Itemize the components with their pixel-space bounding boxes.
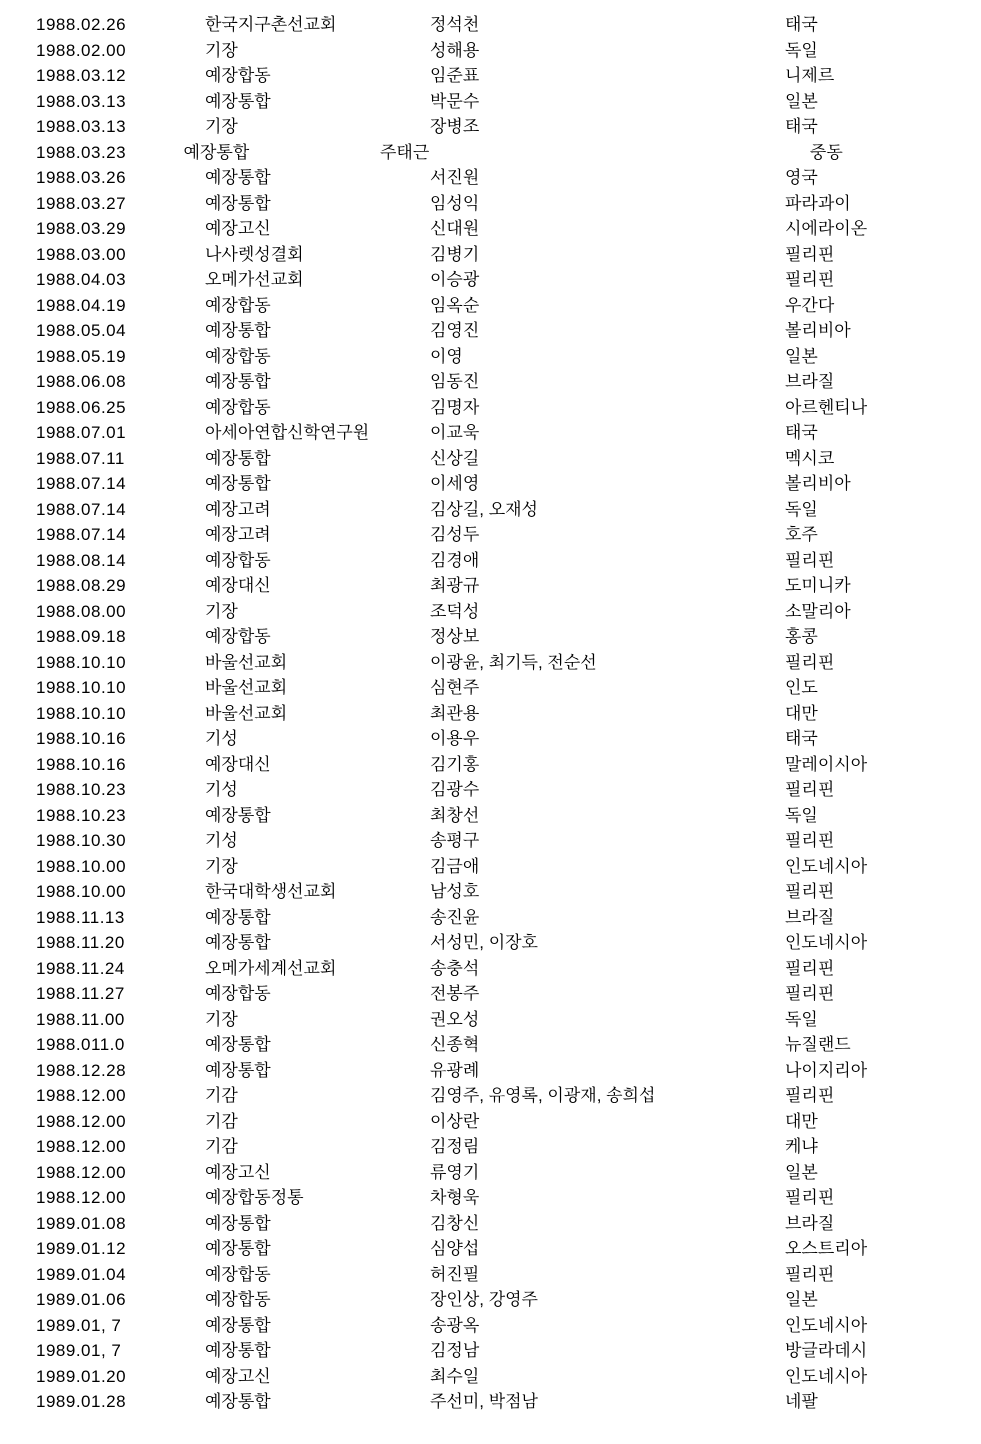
table-row (0, 624, 981, 650)
row-country: 일본 (785, 91, 818, 111)
row-country: 인도네시아 (785, 1366, 868, 1386)
table-row (0, 1364, 981, 1390)
row-organization: 예장통합 (183, 142, 250, 162)
row-date: 1988.07.01 (36, 423, 127, 442)
table-row (0, 854, 981, 880)
row-country: 홍콩 (785, 627, 818, 646)
row-country: 인도네시아 (785, 856, 868, 876)
table-row (0, 369, 981, 395)
row-missionary-names: 김금애 (430, 856, 480, 876)
row-missionary-names: 김창신 (430, 1213, 480, 1233)
row-date: 1988.12.00 (36, 1111, 127, 1131)
row-organization: 기장 (205, 40, 238, 60)
table-row (0, 675, 981, 701)
row-organization: 예장합동 (205, 66, 271, 85)
table-row (0, 497, 981, 523)
row-missionary-names: 성해용 (430, 40, 480, 60)
table-row (0, 114, 981, 140)
row-country: 호주 (785, 525, 818, 544)
row-missionary-names: 임옥순 (430, 295, 480, 315)
row-organization: 예장합동 (205, 627, 271, 646)
row-date: 1988.12.00 (36, 1137, 127, 1156)
table-row (0, 1338, 981, 1364)
table-row (0, 216, 981, 242)
row-organization: 한국대학생선교회 (205, 882, 337, 901)
row-date: 1988.10.10 (36, 652, 127, 672)
row-date: 1988.06.25 (36, 397, 127, 417)
row-missionary-names: 김정림 (430, 1137, 480, 1156)
row-date: 1989.01.08 (36, 1213, 127, 1233)
row-country: 아르헨티나 (785, 397, 868, 417)
row-organization: 예장통합 (205, 321, 271, 340)
table-row (0, 63, 981, 89)
row-date: 1988.03.23 (36, 142, 127, 162)
row-country: 필리핀 (785, 244, 835, 264)
row-missionary-names: 최창선 (430, 805, 480, 825)
row-date: 1988.07.14 (36, 474, 127, 493)
row-missionary-names: 남성호 (430, 882, 480, 901)
row-missionary-names: 김기홍 (430, 754, 480, 774)
row-organization: 한국지구촌선교회 (205, 15, 337, 34)
row-date: 1988.10.23 (36, 805, 127, 825)
row-missionary-names: 이교욱 (430, 423, 480, 442)
row-country: 필리핀 (785, 958, 835, 978)
row-country: 브라질 (785, 372, 835, 391)
row-organization: 아세아연합신학연구원 (205, 423, 370, 442)
row-date: 1988.03.26 (36, 168, 127, 187)
row-country: 필리핀 (785, 550, 835, 570)
table-row (0, 1262, 981, 1288)
table-row (0, 522, 981, 548)
row-country: 필리핀 (785, 780, 835, 799)
table-row (0, 191, 981, 217)
row-country: 태국 (785, 729, 818, 748)
table-row (0, 956, 981, 982)
row-organization: 바울선교회 (205, 678, 288, 697)
row-organization: 기감 (205, 1111, 238, 1131)
row-organization: 예장통합 (205, 91, 271, 111)
table-row (0, 1032, 981, 1058)
row-organization: 예장고신 (205, 1162, 271, 1182)
row-missionary-names: 송광옥 (430, 1315, 480, 1335)
table-row (0, 1313, 981, 1339)
row-missionary-names: 임동진 (430, 372, 480, 391)
row-country: 필리핀 (785, 831, 835, 850)
table-row (0, 548, 981, 574)
row-missionary-names: 주태근 (379, 142, 430, 162)
row-date: 1988.10.00 (36, 882, 127, 901)
table-row (0, 293, 981, 319)
row-country: 브라질 (785, 907, 835, 927)
row-missionary-names: 김성두 (430, 525, 480, 544)
row-date: 1988.10.10 (36, 703, 127, 723)
table-row (0, 828, 981, 854)
row-missionary-names: 이용우 (430, 729, 480, 748)
row-date: 1988.07.11 (36, 448, 125, 468)
row-date: 1988.09.18 (36, 627, 127, 646)
row-country: 소말리아 (785, 601, 851, 621)
table-row (0, 344, 981, 370)
row-missionary-names: 정상보 (430, 627, 480, 646)
row-country: 일본 (785, 1290, 818, 1309)
table-row (0, 1007, 981, 1033)
row-country: 파라과이 (785, 193, 851, 213)
row-date: 1988.10.10 (36, 678, 127, 697)
row-missionary-names: 송진윤 (430, 907, 480, 927)
table-row (0, 1185, 981, 1211)
row-organization: 기성 (205, 780, 238, 799)
table-row (0, 1134, 981, 1160)
row-organization: 예장통합 (205, 1392, 271, 1411)
row-missionary-names: 류영기 (430, 1162, 480, 1182)
row-country: 시에라이온 (785, 219, 868, 238)
table-row (0, 879, 981, 905)
row-organization: 기장 (205, 856, 238, 876)
row-organization: 예장대신 (205, 754, 271, 774)
row-date: 1989.01.28 (36, 1392, 127, 1411)
row-date: 1988.03.12 (36, 66, 127, 85)
row-country: 필리핀 (785, 270, 835, 289)
row-date: 1988.07.14 (36, 499, 127, 519)
row-missionary-names: 김영주, 유영록, 이광재, 송희섭 (430, 1086, 656, 1105)
row-date: 1988.04.19 (36, 295, 127, 315)
row-missionary-names: 박문수 (430, 91, 480, 111)
table-row (0, 650, 981, 676)
table-row (0, 803, 981, 829)
table-row (0, 905, 981, 931)
row-organization: 기장 (205, 117, 238, 136)
row-missionary-names: 김광수 (430, 780, 480, 799)
row-organization: 예장합동 (205, 346, 271, 366)
row-date: 1989.01.04 (36, 1264, 127, 1284)
row-country: 독일 (785, 499, 818, 519)
table-row (0, 599, 981, 625)
row-organization: 예장합동 (205, 984, 271, 1003)
row-organization: 예장통합 (205, 1315, 271, 1335)
row-missionary-names: 서진원 (430, 168, 480, 187)
row-organization: 예장합동 (205, 550, 271, 570)
table-row (0, 1160, 981, 1186)
row-missionary-names: 이광윤, 최기득, 전순선 (430, 652, 597, 672)
row-missionary-names: 심양섭 (430, 1239, 480, 1258)
row-missionary-names: 전봉주 (430, 984, 480, 1003)
table-row (0, 752, 981, 778)
row-organization: 예장통합 (205, 168, 271, 187)
row-country: 필리핀 (785, 984, 835, 1003)
row-country: 일본 (785, 346, 818, 366)
row-organization: 바울선교회 (205, 652, 288, 672)
row-country: 일본 (785, 1162, 818, 1182)
row-country: 네팔 (785, 1392, 818, 1411)
row-country: 인도 (785, 678, 818, 697)
row-organization: 예장합동 (205, 397, 271, 417)
row-date: 1988.10.00 (36, 856, 127, 876)
table-row (0, 12, 981, 38)
table-row (0, 446, 981, 472)
row-date: 1988.11.13 (36, 907, 125, 927)
row-missionary-names: 신대원 (430, 219, 480, 238)
row-missionary-names: 유광례 (430, 1060, 480, 1080)
row-organization: 오메가세계선교회 (205, 958, 337, 978)
row-missionary-names: 이승광 (430, 270, 480, 289)
table-row (0, 1058, 981, 1084)
row-organization: 바울선교회 (205, 703, 288, 723)
row-missionary-names: 최관용 (430, 703, 480, 723)
row-date: 1988.03.29 (36, 219, 127, 238)
row-missionary-names: 김영진 (430, 321, 480, 340)
row-date: 1989.01, 7 (36, 1341, 122, 1360)
row-organization: 기감 (205, 1086, 238, 1105)
row-date: 1988.08.29 (36, 576, 127, 595)
row-organization: 예장통합 (205, 1035, 271, 1054)
row-date: 1988.02.00 (36, 40, 127, 60)
table-row (0, 395, 981, 421)
row-country: 독일 (785, 805, 818, 825)
row-missionary-names: 이세영 (430, 474, 480, 493)
row-country: 태국 (785, 15, 818, 34)
table-row (0, 1083, 981, 1109)
row-date: 1989.01.06 (36, 1290, 127, 1309)
row-country: 독일 (785, 1009, 818, 1029)
table-row (0, 242, 981, 268)
row-date: 1988.05.04 (36, 321, 127, 340)
row-date: 1988.12.00 (36, 1188, 127, 1207)
row-organization: 예장통합 (205, 474, 271, 493)
row-organization: 오메가선교회 (205, 270, 304, 289)
row-country: 영국 (785, 168, 818, 187)
row-date: 1988.02.26 (36, 15, 127, 34)
row-organization: 예장통합 (205, 907, 271, 927)
row-country: 인도네시아 (785, 1315, 868, 1335)
row-country: 방글라데시 (785, 1341, 868, 1360)
row-missionary-names: 김병기 (430, 244, 480, 264)
row-country: 브라질 (785, 1213, 835, 1233)
table-row (0, 165, 981, 191)
table-row (0, 1109, 981, 1135)
row-date: 1988.10.30 (36, 831, 127, 850)
row-missionary-names: 최수일 (430, 1366, 480, 1386)
row-organization: 기감 (205, 1137, 238, 1156)
row-country: 말레이시아 (785, 754, 868, 774)
row-country: 우간다 (785, 295, 835, 315)
table-row (0, 318, 981, 344)
row-missionary-names: 임성익 (430, 193, 480, 213)
row-date: 1988.04.03 (36, 270, 127, 289)
row-country: 인도네시아 (785, 933, 868, 952)
row-date: 1988.06.08 (36, 372, 127, 391)
row-organization: 예장고신 (205, 1366, 271, 1386)
row-date: 1988.011.0 (36, 1035, 125, 1054)
row-missionary-names: 차형욱 (430, 1188, 480, 1207)
row-date: 1988.12.00 (36, 1162, 127, 1182)
row-date: 1989.01.20 (36, 1366, 127, 1386)
row-missionary-names: 김정남 (430, 1341, 480, 1360)
row-missionary-names: 허진필 (430, 1264, 480, 1284)
row-missionary-names: 송충석 (430, 958, 480, 978)
row-country: 오스트리아 (785, 1239, 868, 1258)
row-missionary-names: 신상길 (430, 448, 480, 468)
row-country: 니제르 (785, 66, 835, 85)
row-missionary-names: 이영 (430, 346, 463, 366)
table-row (0, 777, 981, 803)
row-country: 도미니카 (785, 576, 851, 595)
table-row (0, 140, 981, 166)
row-country: 대만 (785, 703, 818, 723)
row-date: 1989.01.12 (36, 1239, 127, 1258)
row-organization: 예장고신 (205, 219, 271, 238)
row-organization: 예장통합 (205, 1060, 271, 1080)
row-organization: 예장통합 (205, 193, 271, 213)
row-date: 1988.11.00 (36, 1009, 125, 1029)
row-organization: 예장합동 (205, 295, 271, 315)
row-date: 1988.11.24 (36, 958, 125, 978)
row-country: 태국 (785, 423, 818, 442)
row-date: 1988.10.16 (36, 754, 127, 774)
row-country: 나이지리아 (785, 1060, 868, 1080)
row-date: 1989.01, 7 (36, 1315, 122, 1335)
row-missionary-names: 최광규 (430, 576, 480, 595)
row-date: 1988.11.20 (36, 933, 125, 952)
row-missionary-names: 조덕성 (430, 601, 480, 621)
row-organization: 예장합동 (205, 1290, 271, 1309)
row-missionary-names: 권오성 (430, 1009, 480, 1029)
row-missionary-names: 신종혁 (430, 1035, 480, 1054)
row-organization: 예장통합 (205, 805, 271, 825)
row-country: 필리핀 (785, 652, 835, 672)
row-date: 1988.11.27 (36, 984, 125, 1003)
row-missionary-names: 김경애 (430, 550, 480, 570)
row-date: 1988.12.00 (36, 1086, 127, 1105)
row-organization: 예장고려 (205, 499, 271, 519)
table-row (0, 1287, 981, 1313)
row-organization: 예장합동 (205, 1264, 271, 1284)
row-date: 1988.07.14 (36, 525, 127, 544)
row-organization: 나사렛성결회 (205, 244, 304, 264)
row-organization: 예장고려 (205, 525, 271, 544)
row-missionary-names: 김명자 (430, 397, 480, 417)
table-row (0, 573, 981, 599)
row-country: 중동 (809, 142, 843, 162)
table-row (0, 38, 981, 64)
row-country: 태국 (785, 117, 818, 136)
row-country: 필리핀 (785, 1264, 835, 1284)
row-missionary-names: 심현주 (430, 678, 480, 697)
row-date: 1988.10.23 (36, 780, 127, 799)
row-organization: 기성 (205, 831, 238, 850)
row-organization: 예장통합 (205, 933, 271, 952)
row-missionary-names: 송평구 (430, 831, 480, 850)
row-missionary-names: 서성민, 이장호 (430, 933, 538, 952)
row-missionary-names: 주선미, 박점남 (430, 1392, 538, 1411)
row-organization: 예장통합 (205, 448, 271, 468)
row-date: 1988.08.00 (36, 601, 127, 621)
row-missionary-names: 이상란 (430, 1111, 480, 1131)
row-organization: 기장 (205, 601, 238, 621)
table-row (0, 89, 981, 115)
row-date: 1988.03.00 (36, 244, 127, 264)
table-row (0, 701, 981, 727)
row-missionary-names: 장병조 (430, 117, 480, 136)
row-missionary-names: 김상길, 오재성 (430, 499, 538, 519)
row-organization: 예장합동정통 (205, 1188, 304, 1207)
row-country: 대만 (785, 1111, 818, 1131)
row-organization: 기성 (205, 729, 238, 748)
row-organization: 예장통합 (205, 372, 271, 391)
row-date: 1988.03.13 (36, 117, 127, 136)
row-date: 1988.03.13 (36, 91, 127, 111)
table-row (0, 471, 981, 497)
table-row (0, 726, 981, 752)
row-organization: 예장대신 (205, 576, 271, 595)
table-row (0, 981, 981, 1007)
row-country: 뉴질랜드 (785, 1035, 851, 1054)
row-date: 1988.08.14 (36, 550, 127, 570)
row-organization: 예장통합 (205, 1213, 271, 1233)
row-organization: 예장통합 (205, 1341, 271, 1360)
row-country: 필리핀 (785, 1086, 835, 1105)
row-country: 필리핀 (785, 1188, 835, 1207)
row-country: 볼리비아 (785, 474, 851, 493)
row-country: 멕시코 (785, 448, 835, 468)
row-organization: 기장 (205, 1009, 238, 1029)
table-row (0, 420, 981, 446)
table-row (0, 1211, 981, 1237)
table-row (0, 1236, 981, 1262)
row-date: 1988.03.27 (36, 193, 127, 213)
row-organization: 예장통합 (205, 1239, 271, 1258)
table-row (0, 267, 981, 293)
row-missionary-names: 장인상, 강영주 (430, 1290, 538, 1309)
row-country: 필리핀 (785, 882, 835, 901)
table-row (0, 1389, 981, 1415)
row-country: 케냐 (785, 1137, 818, 1156)
row-missionary-names: 정석천 (430, 15, 480, 34)
row-date: 1988.12.28 (36, 1060, 127, 1080)
table-row (0, 930, 981, 956)
row-missionary-names: 임준표 (430, 66, 480, 85)
row-date: 1988.10.16 (36, 729, 127, 748)
row-country: 독일 (785, 40, 818, 60)
row-date: 1988.05.19 (36, 346, 127, 366)
row-country: 볼리비아 (785, 321, 851, 340)
